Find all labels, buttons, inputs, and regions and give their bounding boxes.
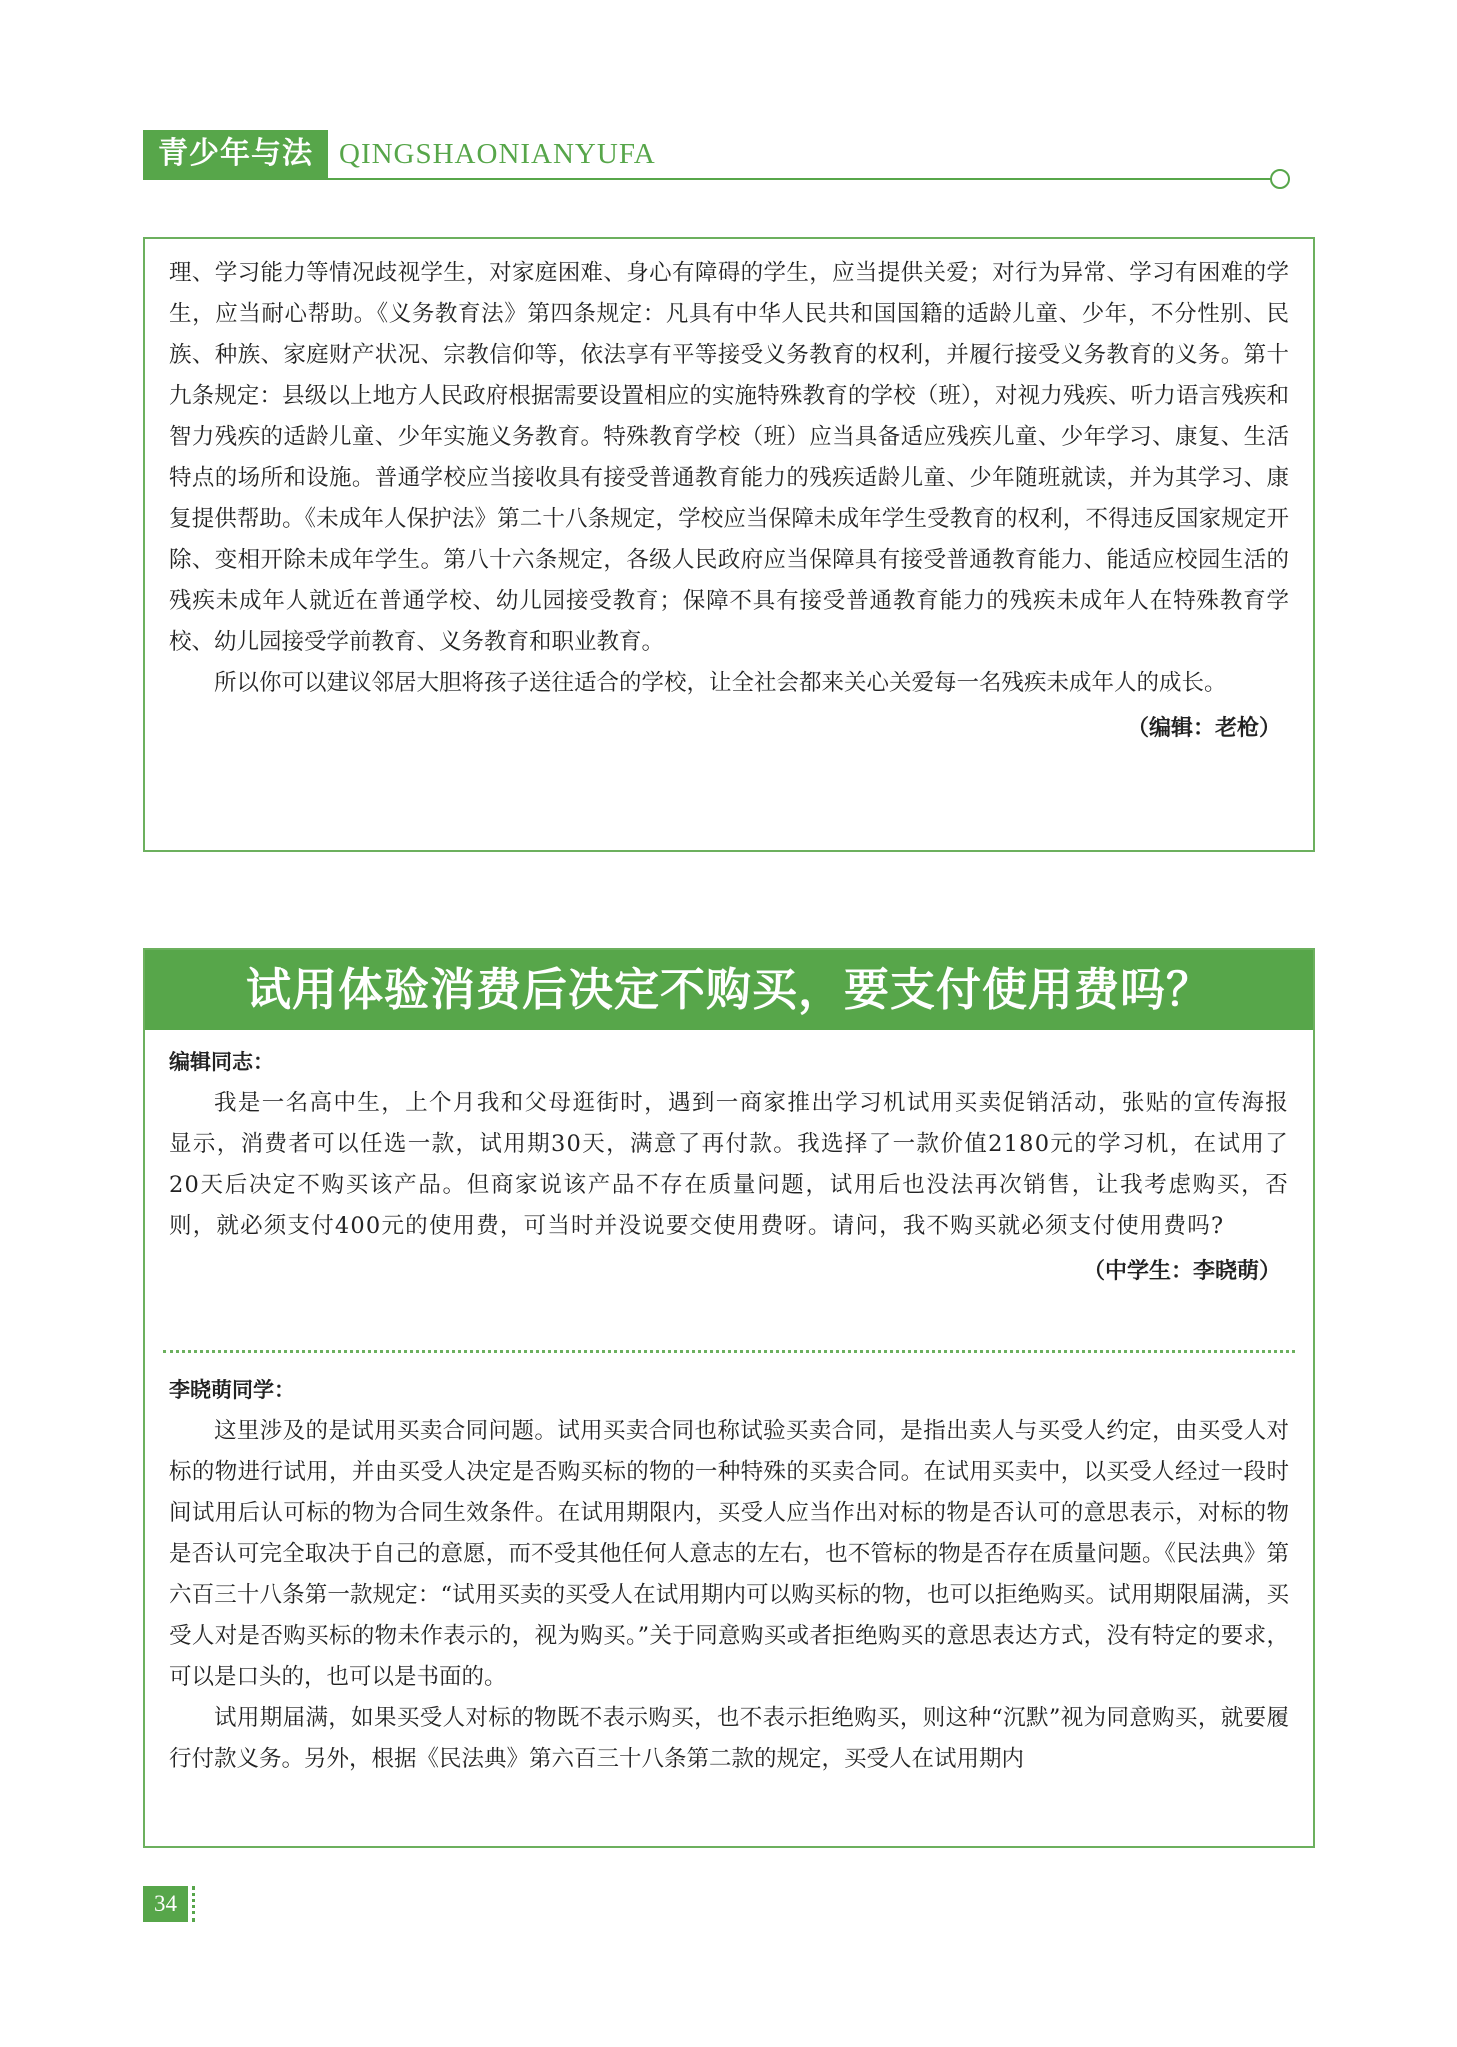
reply-paragraph: 试用期届满，如果买受人对标的物既不表示购买，也不表示拒绝购买，则这种“沉默”视为同意购买，就要履行付款义务。另外，根据《民法典》第六百三十八条第二款的规定，买受人在试用期内 [169, 1705, 1289, 1772]
page-number: 34 [143, 1886, 188, 1922]
letter-signoff: （中学生：李晓萌） [1082, 1259, 1281, 1284]
article-box [143, 948, 1315, 1848]
article-paragraph: 理、学习能力等情况歧视学生，对家庭困难、身心有障碍的学生，应当提供关爱；对行为异常、学习有困难的学生，应当耐心帮助。《义务教育法》第四条规定：凡具有中华人民共和国国籍的适龄儿童、少年，不分性别、民族、种族、家庭财产状况、宗教信仰等，依法享有平等接受义务教育的权利，并履行接受义务教育的义务。第十九条规定：县级以上地方人民政府根据需要设置相应的实施特殊教育的学校（班），对视力残疾、听力语言残疾和智力残疾的适龄儿童、少年实施义务教育。特殊教育学校（班）应当具备适应残疾儿童、少年学习、康复、生活特点的场所和设施。普通学校应当接收具有接受普通教育能力的残疾适龄儿童、少年随班就读，并为其学习、康复提供帮助。《未成年人保护法》第二十八条规定，学校应当保障未成年学生受教育的权利，不得违反国家规定开除、变相开除未成年学生。第八十六条规定，各级人民政府应当保障具有接受普通教育能力、能适应校园生活的残疾未成年人就近在普通学校、幼儿园接受教育；保障不具有接受普通教育能力的残疾未成年人在特殊教育学校、幼儿园接受学前教育、义务教育和职业教育。 [169, 260, 1289, 655]
article-continued-box [143, 237, 1315, 852]
page-number-dots [192, 1886, 195, 1922]
letter-body: 我是一名高中生，上个月我和父母逛街时，遇到一商家推出学习机试用买卖促销活动，张贴的宣传海报显示，消费者可以任选一款，试用期30天，满意了再付款。我选择了一款价值2180元的学习机，在试用了20天后决定不购买该产品。但商家说该产品不存在质量问题，试用后也没法再次销售，让我考虑购买，否则，就必须支付400元的使用费，可当时并没说要交使用费呀。请问，我不购买就必须支付使用费吗? [169, 1090, 1289, 1239]
header-rule-circle-icon [1270, 169, 1290, 189]
letter-greeting: 编辑同志： [169, 1050, 274, 1074]
article-paragraph: 所以你可以建议邻居大胆将孩子送往适合的学校，让全社会都来关心关爱每一名残疾未成年人的成长。 [214, 670, 1227, 696]
editor-signoff: （编辑：老枪） [1126, 716, 1281, 741]
header-rule [143, 178, 1273, 180]
reply-greeting: 李晓萌同学： [169, 1378, 295, 1402]
section-title: 青少年与法 [143, 130, 328, 178]
editor-reply [169, 1370, 1289, 1780]
article-title: 试用体验消费后决定不购买，要支付使用费吗？ [145, 950, 1313, 1030]
reader-letter [169, 1042, 1289, 1292]
article-continued-text [169, 253, 1289, 749]
dotted-divider [163, 1350, 1295, 1353]
reply-paragraph: 这里涉及的是试用买卖合同问题。试用买卖合同也称试验买卖合同，是指出卖人与买受人约定，由买受人对标的物进行试用，并由买受人决定是否购买标的物的一种特殊的买卖合同。在试用买卖中，以买受人经过一段时间试用后认可标的物为合同生效条件。在试用期限内，买受人应当作出对标的物是否认可的意思表示，对标的物是否认可完全取决于自己的意愿，而不受其他任何人意志的左右，也不管标的物是否存在质量问题。《民法典》第六百三十八条第一款规定：“试用买卖的买受人在试用期内可以购买标的物，也可以拒绝购买。试用期限届满，买受人对是否购买标的物未作表示的，视为购买。”关于同意购买或者拒绝购买的意思表达方式，没有特定的要求，可以是口头的，也可以是书面的。 [169, 1418, 1289, 1690]
section-title-pinyin: QINGSHAONIANYUFA [339, 138, 656, 170]
